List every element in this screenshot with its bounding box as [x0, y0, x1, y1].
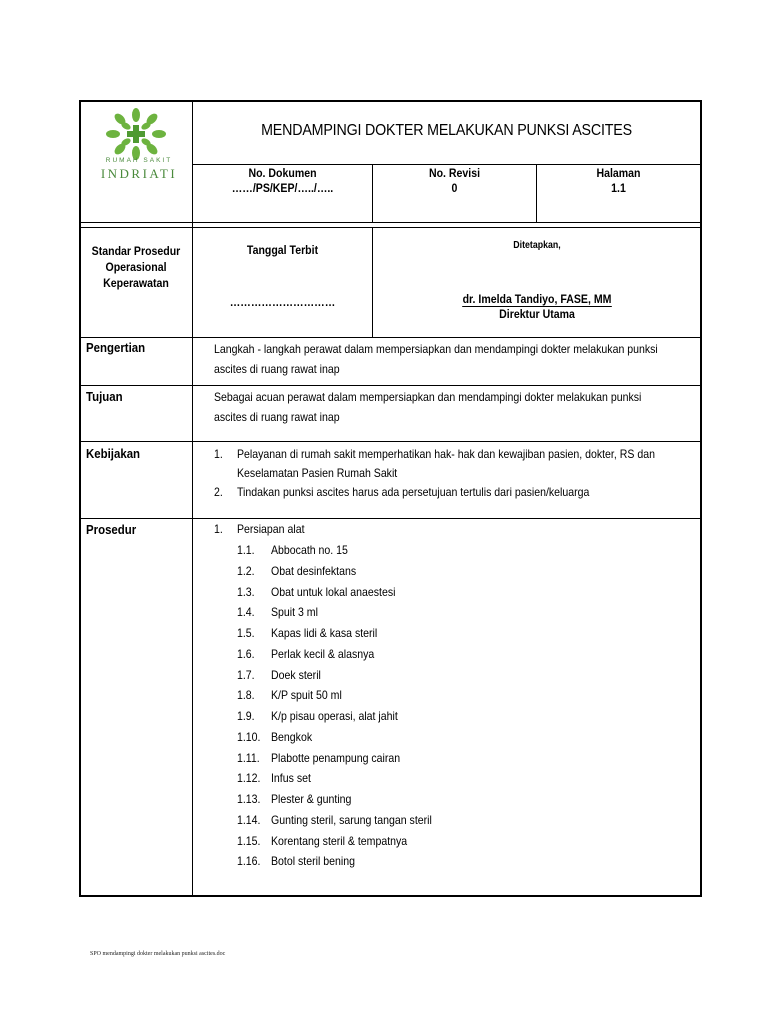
prosedur-item-text: Gunting steril, sarung tangan steril [271, 812, 432, 827]
prosedur-item-text: Botol steril bening [271, 854, 355, 869]
prosedur-item-text: Spuit 3 ml [271, 605, 318, 620]
prosedur-item-text: Korentang steril & tempatnya [271, 833, 408, 848]
approver-title: Direktur Utama [499, 307, 575, 321]
prosedur-item-text: Plester & gunting [271, 792, 352, 806]
prosedur-item-text: K/P spuit 50 ml [271, 688, 342, 703]
prosedur-item-text: Abbocath no. 15 [271, 543, 348, 557]
prosedur-item-text: Doek steril [271, 667, 321, 682]
prosedur-item-num: 1.11. [237, 750, 260, 765]
page-cell [547, 166, 690, 196]
prosedur-item-num: 1.7. [237, 667, 255, 682]
kebijakan-num-2: 2. [214, 485, 223, 499]
revision-cell [383, 166, 526, 196]
logo-line2: INDRIATI [100, 166, 178, 181]
prosedur-title: Persiapan alat [237, 522, 305, 536]
prosedur-item-num: 1.5. [237, 626, 255, 640]
prosedur-item-text: Kapas lidi & kasa steril [271, 626, 378, 640]
tujuan-label: Tujuan [86, 389, 123, 404]
pengertian-text-line1: Langkah - langkah perawat dalam mempersiapkan dan mendampingi dokter melakukan punksi [214, 342, 658, 356]
doc-number-value: ……/PS/KEP/…../….. [231, 181, 334, 195]
pengertian-label: Pengertian [86, 340, 146, 355]
prosedur-item-num: 1.13. [237, 792, 261, 806]
prosedur-num: 1. [214, 522, 223, 536]
prosedur-item-num: 1.12. [237, 771, 261, 786]
prosedur-item-text: K/p pisau operasi, alat jahit [271, 709, 398, 723]
kebijakan-label: Kebijakan [86, 446, 141, 461]
prosedur-item-text: Infus set [271, 771, 311, 786]
prosedur-item-num: 1.6. [237, 646, 255, 661]
document-title: MENDAMPINGI DOKTER MELAKUKAN PUNKSI ASCITES [261, 122, 632, 139]
prosedur-item-num: 1.1. [237, 543, 255, 557]
issued-date-label: Tanggal Terbit [246, 243, 319, 257]
prosedur-item-text: Bengkok [271, 729, 313, 744]
sop-line1: Standar Prosedur [91, 244, 181, 258]
page-label: Halaman [596, 166, 641, 180]
approver-signature-block [393, 292, 682, 322]
issued-date-value: ………………………… [229, 295, 336, 309]
tujuan-text-line1: Sebagai acuan perawat dalam mempersiapkan dan mendampingi dokter melakukan punksi [214, 390, 642, 404]
prosedur-item-text: Obat desinfektans [271, 563, 357, 578]
prosedur-item-num: 1.2. [237, 563, 255, 578]
kebijakan-text-2: Tindakan punksi ascites harus ada persetujuan tertulis dari pasien/keluarga [237, 485, 590, 499]
footer-filename: SPO mendampingi dokter melakukan punksi ascites.doc [90, 951, 226, 957]
doc-number-label: No. Dokumen [248, 166, 317, 180]
prosedur-item-text: Perlak kecil & alasnya [271, 646, 375, 661]
page-value: 1.1 [611, 181, 626, 195]
prosedur-item-num: 1.8. [237, 688, 255, 703]
prosedur-item-num: 1.4. [237, 605, 255, 620]
prosedur-item-num: 1.9. [237, 709, 255, 723]
approver-name: dr. Imelda Tandiyo, FASE, MM [462, 292, 612, 306]
prosedur-item-text: Obat untuk lokal anaestesi [271, 584, 396, 599]
prosedur-item-num: 1.3. [237, 584, 255, 599]
sop-line2: Operasional [105, 260, 167, 274]
sop-type-label [87, 243, 186, 291]
logo-line1: RUMAH SAKIT [105, 157, 173, 164]
prosedur-item-num: 1.14. [237, 812, 261, 827]
kebijakan-num-1: 1. [214, 447, 223, 461]
revision-label: No. Revisi [428, 166, 481, 180]
tujuan-text-line2: ascites di ruang rawat inap [214, 410, 340, 424]
revision-value: 0 [451, 181, 458, 195]
sop-line3: Keperawatan [103, 276, 169, 290]
pengertian-text-line2: ascites di ruang rawat inap [214, 362, 340, 376]
leaf-cross-icon [104, 108, 168, 160]
prosedur-item-text: Plabotte penampung cairan [271, 750, 401, 765]
kebijakan-text-1b: Keselamatan Pasien Rumah Sakit [237, 466, 398, 480]
prosedur-item-num: 1.15. [237, 833, 261, 848]
kebijakan-text-1a: Pelayanan di rumah sakit memperhatikan hak- hak dan kewajiban pasien, dokter, RS dan [237, 447, 655, 461]
prosedur-item-num: 1.10. [237, 729, 261, 744]
prosedur-item-num: 1.16. [237, 854, 261, 869]
approved-label: Ditetapkan, [513, 240, 561, 251]
doc-number-cell [204, 166, 362, 196]
prosedur-label: Prosedur [86, 522, 137, 537]
